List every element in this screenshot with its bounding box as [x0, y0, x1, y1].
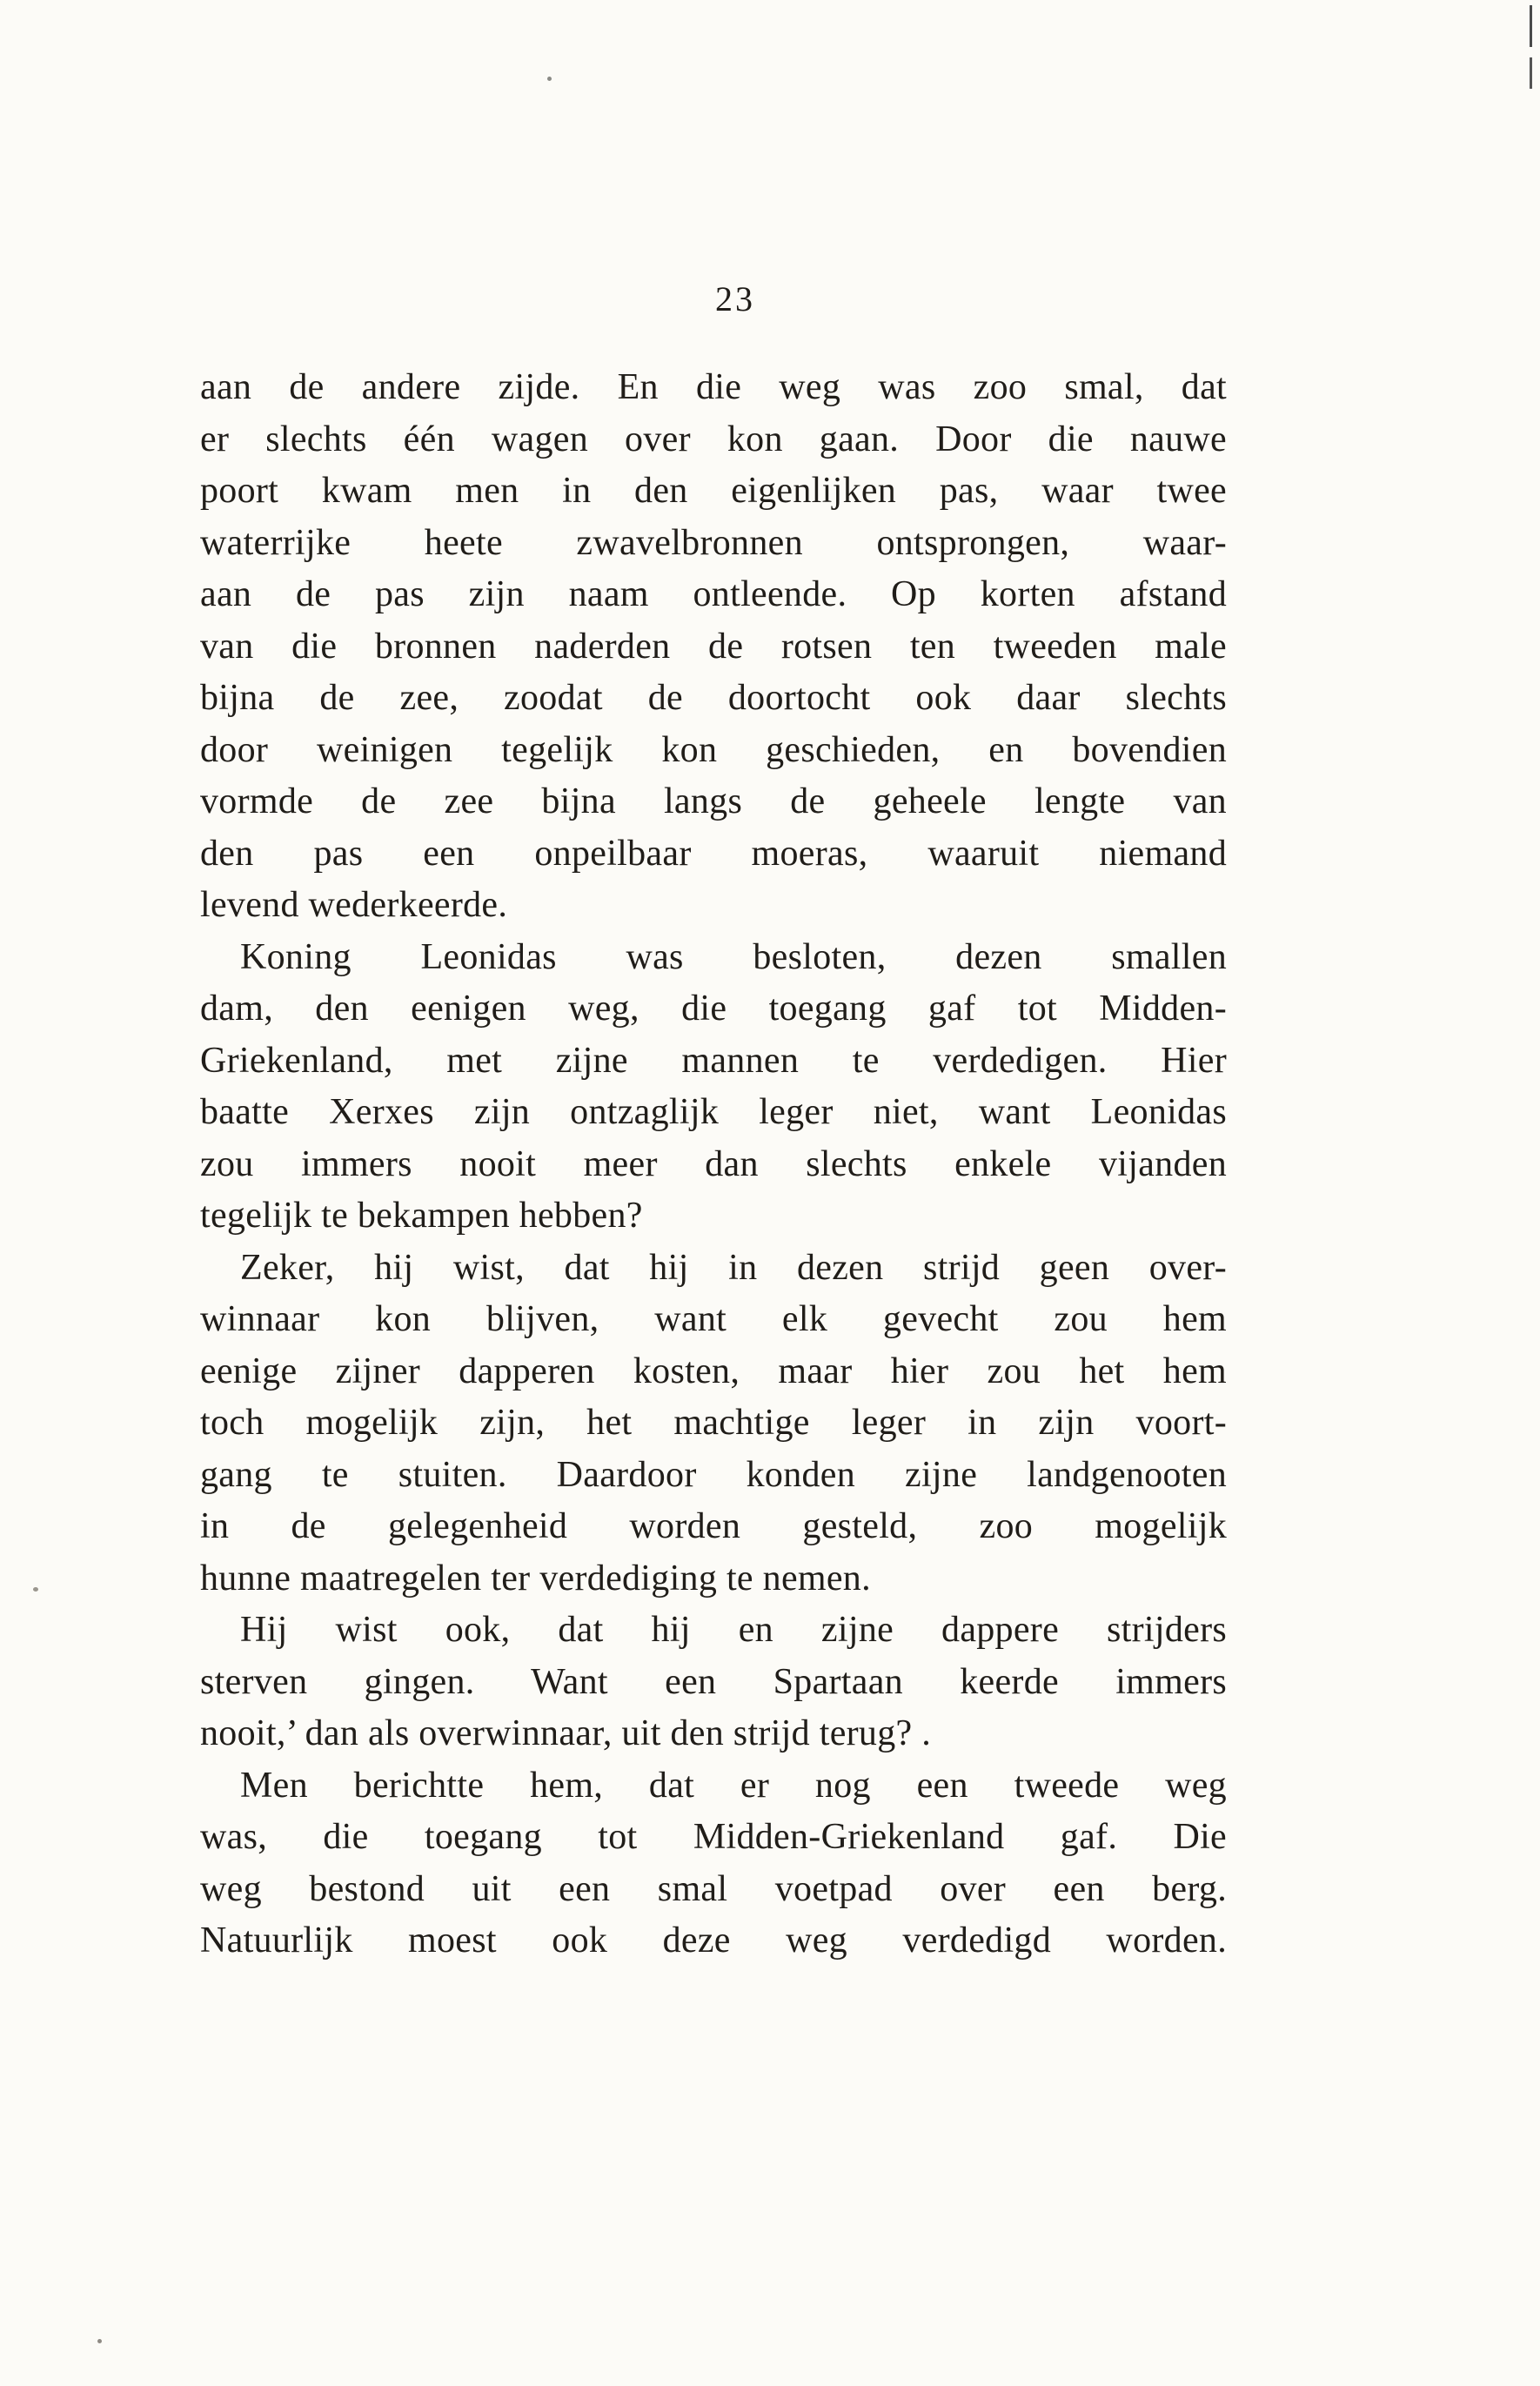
text-line: Hij wist ook, dat hij en zijne dappere strijders	[240, 1610, 1227, 1650]
text-line: Griekenland, met zijne mannen te verdedigen. Hier	[200, 1040, 1227, 1081]
text-line: van die bronnen naderden de rotsen ten tweeden male	[200, 626, 1227, 667]
text-line: was, die toegang tot Midden-Griekenland gaf. Die	[200, 1817, 1227, 1857]
text-line: levend wederkeerde.	[200, 885, 508, 925]
scan-artifact-dot	[33, 1587, 38, 1592]
text-line: weg bestond uit een smal voetpad over een berg.	[200, 1868, 1227, 1909]
text-line: hunne maatregelen ter verdediging te nemen.	[200, 1558, 871, 1598]
text-line: eenige zijner dapperen kosten, maar hier zou het hem	[200, 1351, 1227, 1391]
scan-artifact-dot	[97, 2339, 102, 2343]
text-line: aan de pas zijn naam ontleende. Op korten afstand	[200, 574, 1227, 614]
text-line: in de gelegenheid worden gesteld, zoo mogelijk	[200, 1506, 1227, 1546]
text-line: Koning Leonidas was besloten, dezen smallen	[240, 936, 1227, 977]
paragraph	[200, 1243, 1227, 1605]
text-line: den pas een onpeilbaar moeras, waaruit niemand	[200, 833, 1227, 874]
text-line: dam, den eenigen weg, die toegang gaf tot Midden-	[200, 989, 1227, 1029]
text-line: Natuurlijk moest ook deze weg verdedigd worden.	[200, 1920, 1227, 1960]
text-line: tegelijk te bekampen hebben?	[200, 1196, 643, 1236]
paragraph	[200, 1760, 1227, 1967]
text-line: toch mogelijk zijn, het machtige leger in zijn voort-	[200, 1403, 1227, 1443]
text-line: sterven gingen. Want een Spartaan keerde immers	[200, 1661, 1227, 1702]
text-line: door weinigen tegelijk kon geschieden, en bovendien	[200, 729, 1227, 770]
scan-artifact-edge-bar	[1530, 57, 1532, 89]
text-line: waterrijke heete zwavelbronnen ontsprongen, waar-	[200, 522, 1227, 563]
text-line: bijna de zee, zoodat de doortocht ook daar slechts	[200, 678, 1227, 718]
text-line: gang te stuiten. Daardoor konden zijne landgenooten	[200, 1454, 1227, 1495]
paragraph	[200, 1605, 1227, 1760]
page-number: 23	[715, 279, 755, 318]
scan-artifact-edge-bar	[1530, 5, 1532, 47]
text-line: zou immers nooit meer dan slechts enkele vijanden	[200, 1143, 1227, 1184]
text-line: nooit,’ dan als overwinnaar, uit den strijd terug? .	[200, 1713, 932, 1753]
text-line: vormde de zee bijna langs de geheele lengte van	[200, 781, 1227, 821]
paragraph	[200, 932, 1227, 1243]
text-line: baatte Xerxes zijn ontzaglijk leger niet, want Leonidas	[200, 1092, 1227, 1132]
text-line: Men berichtte hem, dat er nog een tweede weg	[240, 1765, 1227, 1806]
scan-artifact-dot	[547, 77, 552, 81]
text-line: winnaar kon blijven, want elk gevecht zou hem	[200, 1299, 1227, 1339]
text-line: aan de andere zijde. En die weg was zoo smal, dat	[200, 367, 1227, 407]
text-line: er slechts één wagen over kon gaan. Door die nauwe	[200, 419, 1227, 459]
text-line: poort kwam men in den eigenlijken pas, waar twee	[200, 471, 1227, 511]
paragraph	[200, 362, 1227, 932]
text-line: Zeker, hij wist, dat hij in dezen strijd geen over-	[240, 1247, 1227, 1288]
text-block	[200, 362, 1227, 1967]
